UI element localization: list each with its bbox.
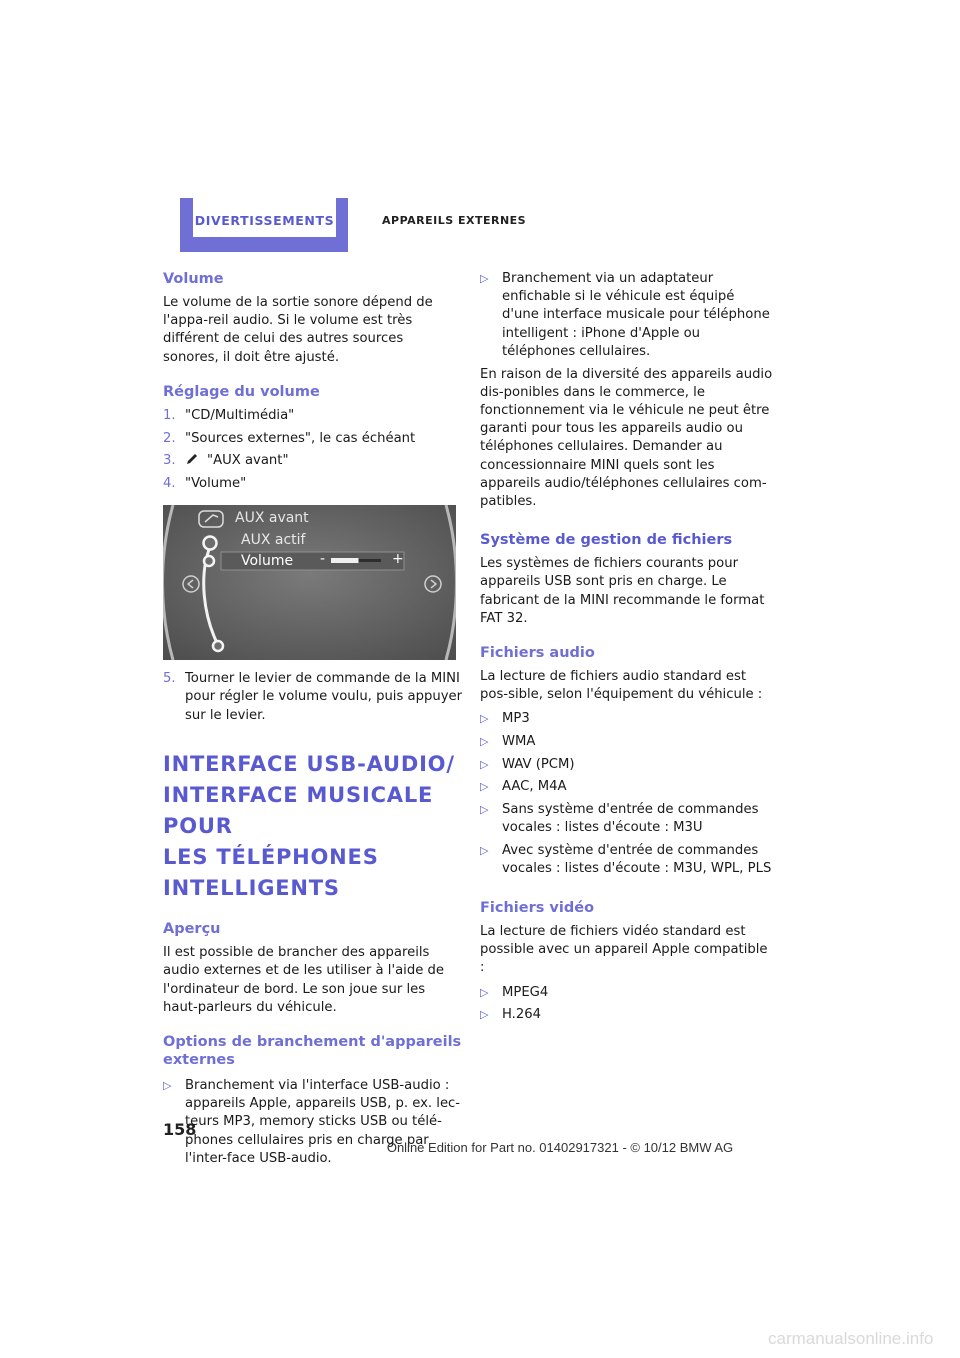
footer-edition: Online Edition for Part no. 01402917321 - © 10/12 BMW AG <box>386 1140 734 1155</box>
header-section-title: DIVERTISSEMENTS <box>194 213 335 228</box>
adapter-bullet <box>480 270 775 361</box>
step-4 <box>163 475 463 493</box>
section-heading-line-1: INTERFACE USB-AUDIO/ <box>163 752 455 777</box>
section-heading-line-3: LES TÉLÉPHONES <box>163 845 379 870</box>
step-3 <box>163 452 463 470</box>
bullet-text: Branchement via l'interface USB-audio : appareils Apple, appareils USB, p. ex. lec-teurs MP3, memory sticks USB ou télé-phones cellulaires pris en charge par l'inter-face USB-audio. <box>185 1078 461 1166</box>
bullet-marker-icon: ▷ <box>480 780 489 794</box>
bullet-marker-icon: ▷ <box>480 803 489 817</box>
compat-paragraph: En raison de la diversité des appareils audio dis-ponibles dans le commerce, le fonctionnement via le véhicule ne peut être garanti pour tous les appareils audio ou téléphones cellulaires. Demander au concessionnaire MINI quels sont les appareils audio/téléphones cellulaires com-patibles. <box>480 366 773 509</box>
audio-item <box>480 801 775 837</box>
step-2 <box>163 430 463 448</box>
idrive-screen-image <box>163 505 456 660</box>
video-item-text: MPEG4 <box>502 984 549 1000</box>
step-text: "CD/Multimédia" <box>185 407 295 423</box>
apercu-heading: Aperçu <box>163 921 221 938</box>
bullet-marker-icon: ▷ <box>480 985 489 999</box>
video-item-text: H.264 <box>502 1007 542 1023</box>
audio-item-text: Sans système d'entrée de commandes vocales : listes d'écoute : M3U <box>502 802 759 836</box>
bullet-text: Branchement via un adaptateur enfichable si le véhicule est équipé d'une interface musicale pour téléphone intelligent : iPhone d'Apple ou téléphones cellulaires. <box>502 271 770 359</box>
video-heading: Fichiers vidéo <box>480 899 595 916</box>
audio-item <box>480 842 775 878</box>
screen-title: AUX avant <box>235 510 309 527</box>
step-1 <box>163 407 463 425</box>
step-5 <box>163 670 463 725</box>
audio-item-text: WMA <box>502 734 536 750</box>
audio-item <box>480 778 775 796</box>
audio-item-text: MP3 <box>502 711 530 727</box>
bullet-marker-icon: ▷ <box>480 1008 489 1022</box>
video-item <box>480 984 775 1002</box>
volume-plus-label: + <box>392 551 404 568</box>
volume-heading: Volume <box>163 271 224 287</box>
settings-pen-icon <box>185 452 199 466</box>
bullet-marker-icon: ▷ <box>163 1079 172 1093</box>
left-column <box>163 270 463 1173</box>
step-number: 4. <box>163 475 176 491</box>
section-heading-line-2: INTERFACE MUSICALE POUR <box>163 783 434 839</box>
video-item <box>480 1006 775 1024</box>
bullet-marker-icon: ▷ <box>480 272 489 285</box>
bullet-marker-icon: ▷ <box>480 712 489 726</box>
bullet-marker-icon: ▷ <box>480 735 489 749</box>
apercu-paragraph: Il est possible de brancher des appareils audio externes et de les utiliser à l'aide de l'ordinateur de bord. Le son joue sur les haut-parleurs du véhicule. <box>163 945 445 1015</box>
audio-item <box>480 710 775 728</box>
page-number: 158 <box>163 1120 197 1139</box>
systeme-heading: Système de gestion de fichiers <box>480 532 733 549</box>
audio-item <box>480 733 775 751</box>
screen-item-aux-actif: AUX actif <box>241 532 306 549</box>
step-number: 1. <box>163 407 176 423</box>
reglage-heading: Réglage du volume <box>163 383 320 400</box>
options-heading: Options de branchement d'appareils externes <box>163 1034 462 1069</box>
screen-item-volume: Volume <box>241 553 294 570</box>
audio-paragraph: La lecture de fichiers audio standard est pos-sible, selon l'équipement du véhicule : <box>480 668 763 703</box>
volume-minus-label: - <box>320 551 326 568</box>
audio-item <box>480 756 775 774</box>
step-text: "Sources externes", le cas échéant <box>185 430 416 446</box>
bullet-marker-icon: ▷ <box>480 844 489 858</box>
audio-item-text: AAC, M4A <box>502 779 567 795</box>
step-number: 3. <box>163 453 176 469</box>
volume-paragraph: Le volume de la sortie sonore dépend de l'appa-reil audio. Si le volume est très différent de celui des autres sources sonores, il doit être ajusté. <box>163 295 433 365</box>
bullet-marker-icon: ▷ <box>480 757 489 771</box>
step-number: 5. <box>163 671 176 687</box>
step-number: 2. <box>163 430 176 446</box>
right-column <box>480 270 775 1029</box>
step-text: "Volume" <box>185 475 247 491</box>
watermark: carmanualsonline.info <box>768 1329 934 1348</box>
audio-item-text: WAV (PCM) <box>502 756 575 772</box>
step-text: "AUX avant" <box>207 453 289 469</box>
section-heading-line-4: INTELLIGENTS <box>163 876 340 901</box>
header-chapter-title: APPAREILS EXTERNES <box>382 214 527 227</box>
audio-item-text: Avec système d'entrée de commandes vocales : listes d'écoute : M3U, WPL, PLS <box>502 843 772 877</box>
video-paragraph: La lecture de fichiers vidéo standard est possible avec un appareil Apple compatible : <box>480 923 768 976</box>
step-text: Tourner le levier de commande de la MINI pour régler le volume voulu, puis appuyer sur le levier. <box>185 671 463 723</box>
systeme-paragraph: Les systèmes de fichiers courants pour appareils USB sont pris en charge. Le fabricant de la MINI recommande le format FAT 32. <box>480 556 765 626</box>
audio-heading: Fichiers audio <box>480 644 595 661</box>
